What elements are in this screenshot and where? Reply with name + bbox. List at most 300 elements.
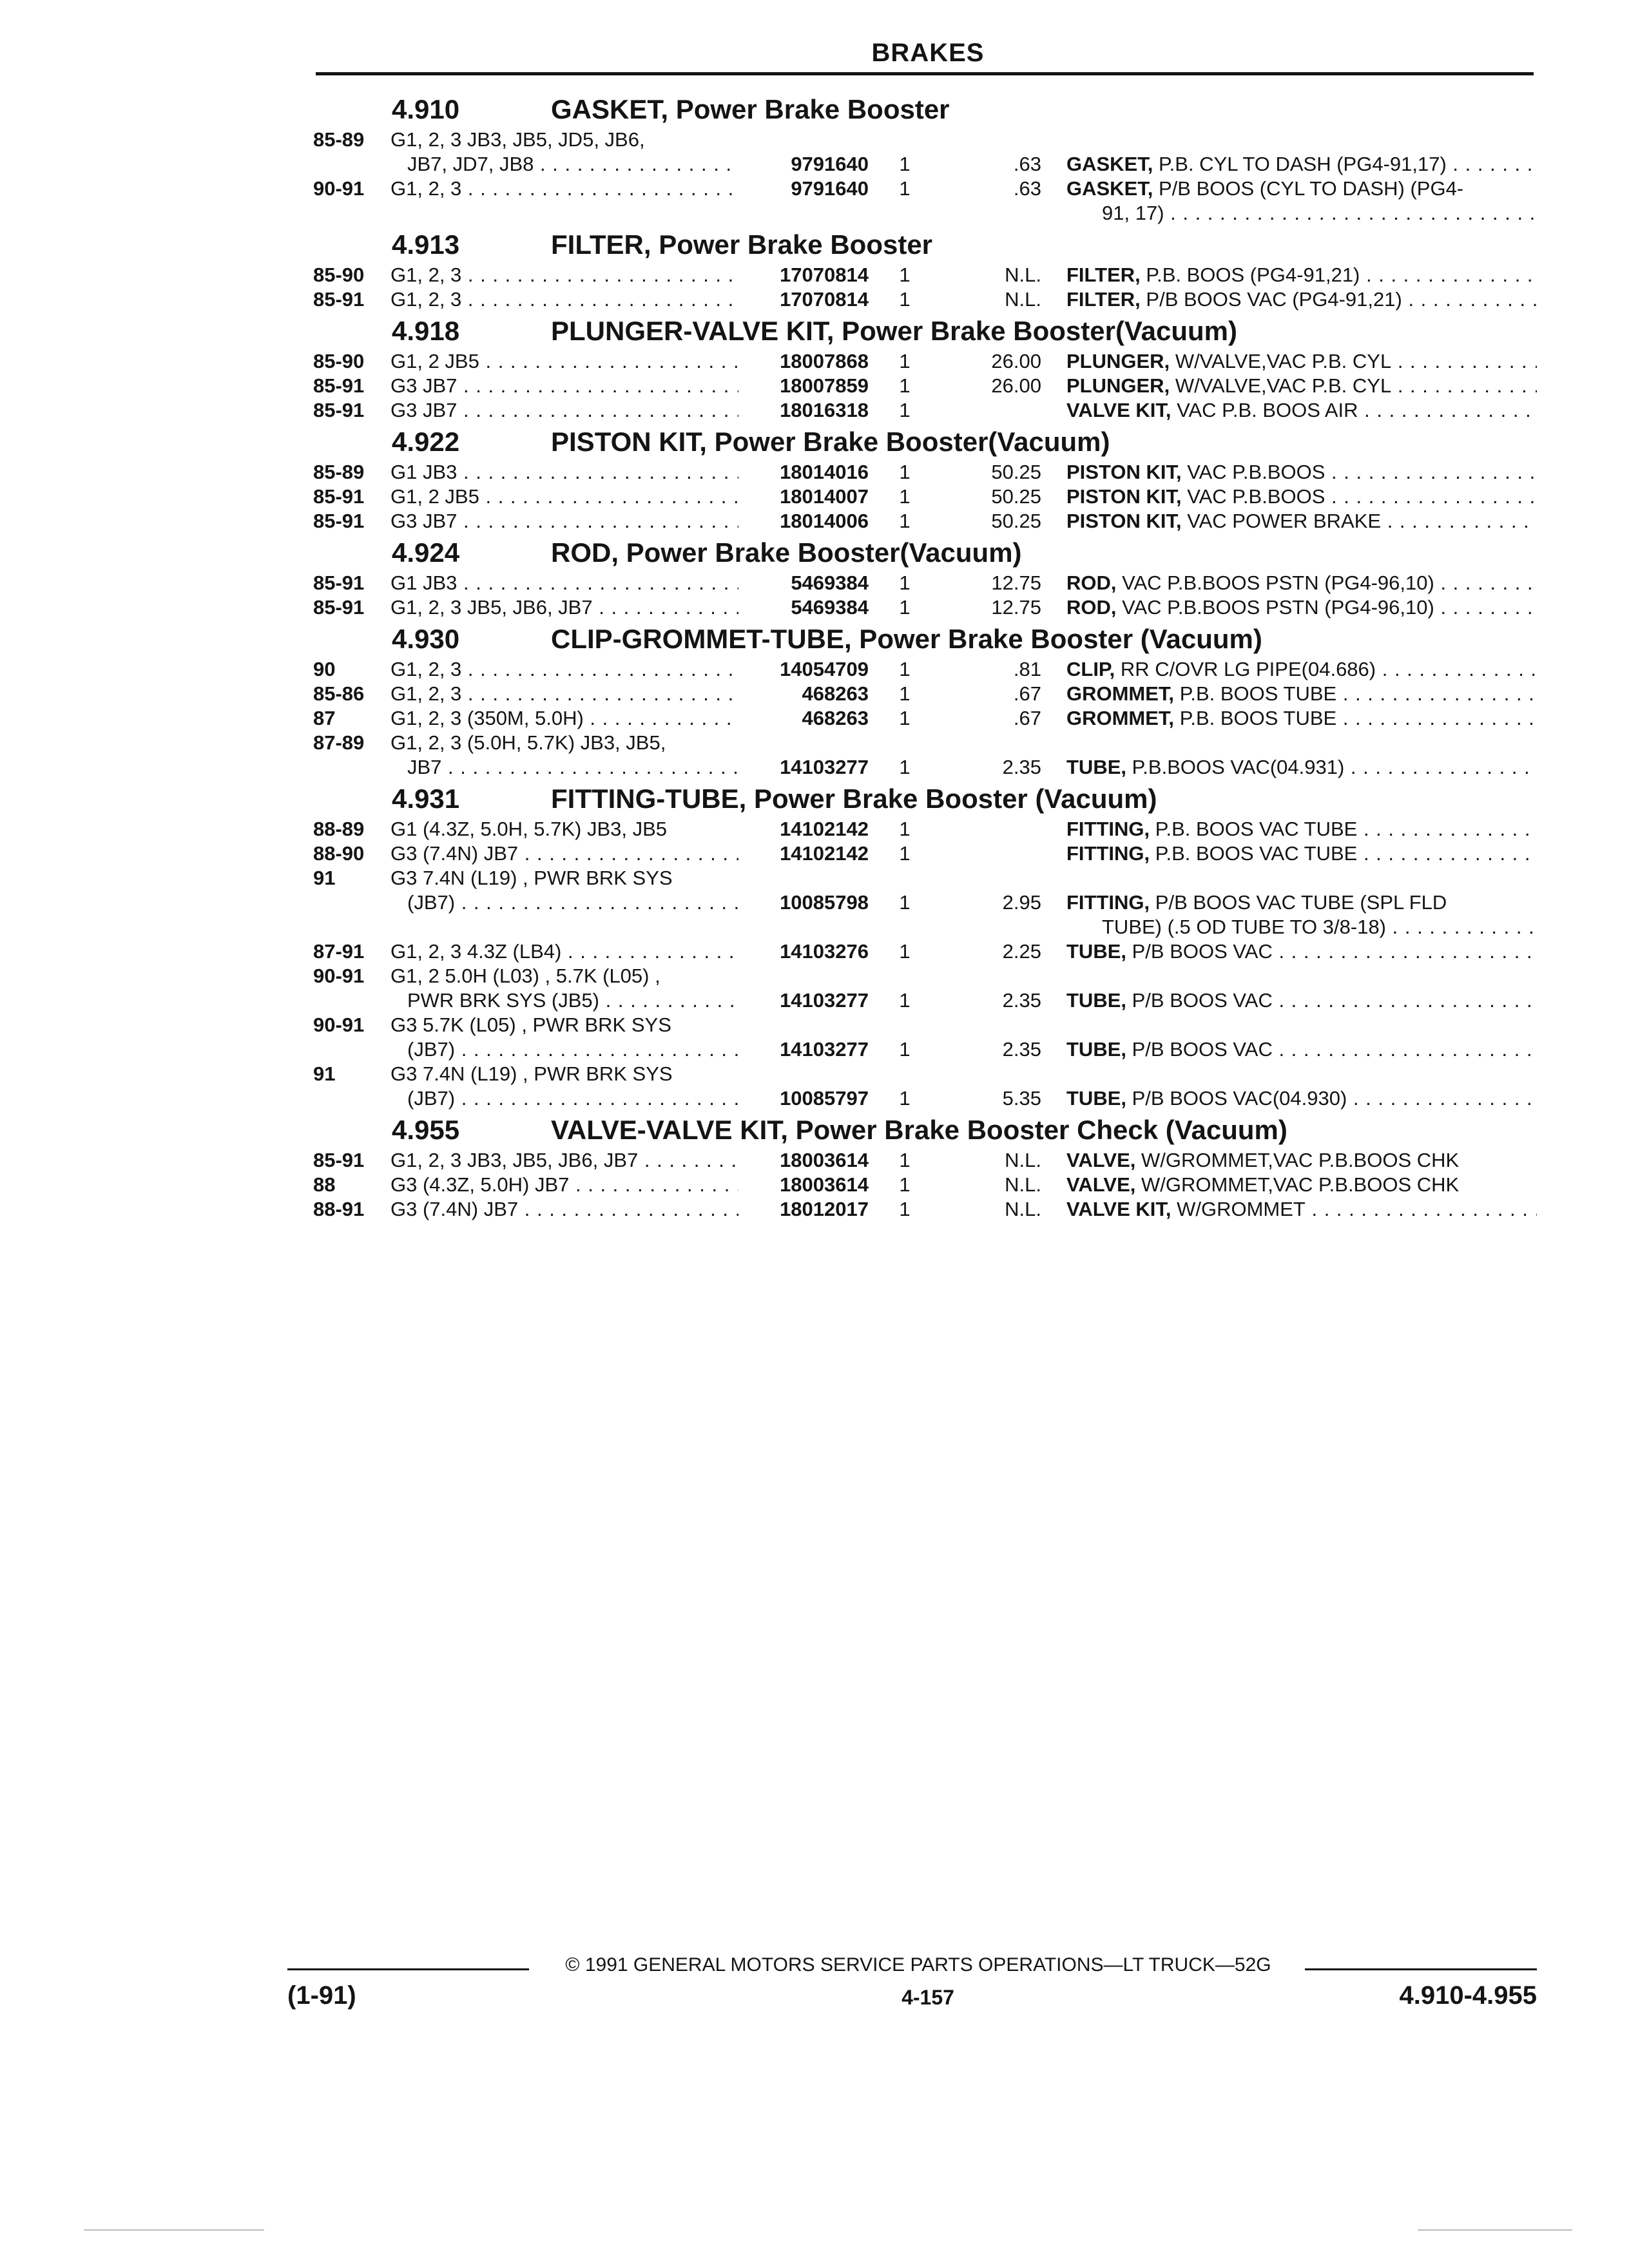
price: .67 [1013,707,1041,729]
description [1066,1197,1537,1222]
description-keyword: VALVE, [1066,1173,1136,1196]
section-number: 4.922 [392,427,460,457]
quantity: 1 [899,572,911,594]
description [1066,595,1537,620]
description-keyword: FITTING, [1066,818,1150,840]
section-number: 4.955 [392,1115,460,1145]
description-text: P/B BOOS VAC TUBE (SPL FLD [1155,891,1447,914]
description-keyword: FITTING, [1066,891,1150,914]
part-row [0,287,1629,312]
description-keyword: PLUNGER, [1066,374,1170,397]
quantity: 1 [899,756,911,778]
model-years: 87-91 [313,940,365,963]
price: 50.25 [991,461,1041,483]
quantity: 1 [899,891,911,914]
part-number: 14054709 [780,658,869,680]
part-number: 18014016 [780,461,869,483]
part-row [0,1173,1629,1197]
price: 50.25 [991,485,1041,508]
model-text: G1, 2, 3 . . . [390,264,738,286]
model-years: 87-89 [313,731,365,754]
model-application [390,1197,738,1222]
quantity: 1 [899,1038,911,1061]
model-application [390,731,738,755]
model-application [390,1148,738,1173]
model-text: G1, 2 JB5 . . . [390,350,738,372]
part-row [0,817,1629,841]
model-text: G3 JB7 . . . [390,510,738,532]
description-text: VAC P.B.BOOS PSTN (PG4-96,10) . . . [1122,572,1537,594]
model-application [390,177,738,201]
model-years: 85-90 [313,264,365,286]
model-application [390,460,738,485]
price: 26.00 [991,374,1041,397]
model-application [407,755,738,780]
description-text: RR C/OVR LG PIPE(04.686) . . . [1121,658,1537,680]
section-number: 4.913 [392,229,460,260]
description [1066,398,1537,423]
model-years: 87 [313,707,336,729]
description-text: VAC P.B.BOOS PSTN (PG4-96,10) . . . [1122,596,1537,619]
model-application [390,571,738,595]
price: 50.25 [991,510,1041,532]
page-title: BRAKES [871,39,985,67]
section-header [0,90,1629,128]
description-keyword: GROMMET, [1066,682,1175,705]
quantity: 1 [899,682,911,705]
model-years: 90-91 [313,965,365,987]
model-text: G1, 2, 3 (5.0H, 5.7K) JB3, JB5, [390,731,666,754]
description [1066,1086,1537,1111]
model-text: G1, 2, 3 . . . [390,682,738,705]
quantity: 1 [899,288,911,311]
model-text: G1, 2, 3 . . . [390,177,738,200]
price: 12.75 [991,572,1041,594]
description-keyword: ROD, [1066,596,1117,619]
part-number: 17070814 [780,288,869,311]
section-header [0,780,1629,817]
section-title: GASKET, Power Brake Booster [551,94,950,124]
quantity: 1 [899,177,911,200]
part-row [0,755,1629,780]
model-years: 88-91 [313,1198,365,1220]
model-years: 91 [313,867,336,889]
section-block [0,226,1629,312]
description [1066,1148,1537,1173]
description-keyword: VALVE KIT, [1066,1198,1171,1220]
section-header [0,312,1629,349]
part-number: 18007859 [780,374,869,397]
price: N.L. [1005,1173,1041,1196]
model-application [407,890,738,915]
section-header [0,620,1629,657]
model-text: G3 (4.3Z, 5.0H) JB7 . . . [390,1173,738,1196]
description-keyword: TUBE, [1066,940,1126,963]
model-application [390,657,738,682]
price: N.L. [1005,288,1041,311]
section-title: PLUNGER-VALVE KIT, Power Brake Booster(Vacuum) [551,316,1237,346]
description-keyword: TUBE, [1066,989,1126,1012]
footer-copyright [532,1952,1305,1978]
model-text: G1, 2, 3 JB5, JB6, JB7 . . . [390,596,738,619]
description-keyword: PISTON KIT, [1066,485,1182,508]
model-years: 85-91 [313,399,365,421]
description-text: P/B BOOS VAC . . . [1132,989,1537,1012]
description [1066,571,1537,595]
model-text: G3 7.4N (L19) , PWR BRK SYS [390,867,673,889]
model-text: G1, 2 5.0H (L03) , 5.7K (L05) , [390,965,660,987]
part-row [0,988,1629,1013]
description [1066,509,1537,533]
quantity: 1 [899,707,911,729]
model-application [390,287,738,312]
section-title: FILTER, Power Brake Booster [551,229,933,260]
section-block [0,780,1629,1111]
part-number: 14103276 [780,940,869,963]
price: 2.25 [1002,940,1041,963]
quantity: 1 [899,989,911,1012]
model-text: G3 (7.4N) JB7 . . . [390,1198,738,1220]
model-years: 88 [313,1173,336,1196]
model-text: G3 JB7 . . . [390,374,738,397]
section-block [0,423,1629,533]
model-application [390,263,738,287]
part-row [0,263,1629,287]
description-text: P/B BOOS VAC(04.930) . . . [1132,1087,1537,1110]
quantity: 1 [899,842,911,865]
section-header [0,1111,1629,1148]
footer-section-range: 4.910-4.955 [1399,1981,1537,2010]
price: 2.95 [1002,891,1041,914]
model-years: 85-90 [313,350,365,372]
description [1066,939,1537,964]
part-row [0,964,1629,988]
description [1066,682,1537,706]
model-application [390,398,738,423]
description-text: VAC P.B. BOOS AIR . . . [1177,399,1537,421]
description-text: P.B. CYL TO DASH (PG4-91,17) . . . [1159,153,1537,175]
part-number: 14103277 [780,1038,869,1061]
price: 2.35 [1002,756,1041,778]
description-keyword: TUBE, [1066,756,1126,778]
part-row [0,1086,1629,1111]
model-application [407,988,738,1013]
quantity: 1 [899,485,911,508]
description [1066,988,1537,1013]
section-title: CLIP-GROMMET-TUBE, Power Brake Booster (Vacuum) [551,624,1262,654]
part-row [0,460,1629,485]
section-block [0,90,1629,226]
price: 2.35 [1002,1038,1041,1061]
model-application [390,1013,738,1037]
description-text: TUBE) (.5 OD TUBE TO 3/8-18) . . . [1102,916,1537,938]
price: .63 [1013,177,1041,200]
footer-revision: (1-91) [287,1981,356,2010]
section-header [0,423,1629,460]
scan-artifact [1418,2229,1572,2231]
quantity: 1 [899,399,911,421]
model-text: G1, 2, 3 JB3, JB5, JB6, JB7 . . . [390,1149,738,1171]
part-row [0,1148,1629,1173]
section-number: 4.924 [392,537,460,568]
description [1066,263,1537,287]
model-application [390,349,738,374]
model-text: G1, 2, 3 4.3Z (LB4) . . . [390,940,738,963]
section-number: 4.931 [392,783,460,814]
quantity: 1 [899,1149,911,1171]
description-text: P/B BOOS VAC (PG4-91,21) . . . [1146,288,1537,311]
model-text: G3 (7.4N) JB7 . . . [390,842,738,865]
description-keyword: PISTON KIT, [1066,461,1182,483]
part-row [0,128,1629,152]
section-title: ROD, Power Brake Booster(Vacuum) [551,537,1022,568]
parts-list [0,90,1629,1222]
part-number: 18003614 [780,1173,869,1196]
description-text: 91, 17) . . . [1102,202,1537,224]
description [1066,890,1537,915]
description-text: VAC P.B.BOOS . . . [1187,461,1537,483]
model-application [407,152,738,177]
description-text: P.B. BOOS VAC TUBE . . . [1155,818,1537,840]
model-years: 85-86 [313,682,365,705]
description-keyword: VALVE, [1066,1149,1136,1171]
price: .63 [1013,153,1041,175]
quantity: 1 [899,461,911,483]
description-keyword: GROMMET, [1066,707,1175,729]
section-block [0,533,1629,620]
model-application [390,817,738,841]
model-application [390,595,738,620]
section-header [0,226,1629,263]
price: .67 [1013,682,1041,705]
part-row [0,866,1629,890]
model-years: 85-91 [313,485,365,508]
description-keyword: FILTER, [1066,288,1141,311]
part-number: 18012017 [780,1198,869,1220]
description-text: P.B. BOOS TUBE . . . [1180,707,1537,729]
section-number: 4.930 [392,624,460,654]
description-keyword: TUBE, [1066,1087,1126,1110]
description-keyword: FITTING, [1066,842,1150,865]
description-text: W/GROMMET,VAC P.B.BOOS CHK [1141,1149,1460,1171]
description [1066,706,1537,731]
description-keyword: VALVE KIT, [1066,399,1171,421]
model-text: G1, 2 JB5 . . . [390,485,738,508]
section-header [0,533,1629,571]
description-text: P.B. BOOS (PG4-91,21) . . . [1146,264,1537,286]
description [1066,817,1537,841]
part-number: 14102142 [780,842,869,865]
model-years: 85-89 [313,461,365,483]
model-text: G1, 2, 3 (350M, 5.0H) . . . [390,707,738,729]
part-row [0,706,1629,731]
quantity: 1 [899,596,911,619]
description-keyword: ROD, [1066,572,1117,594]
footer-rule-left [287,1968,529,1970]
part-number: 14103277 [780,989,869,1012]
price: N.L. [1005,264,1041,286]
model-text: G1 JB3 . . . [390,572,738,594]
part-number: 17070814 [780,264,869,286]
model-application [407,1086,738,1111]
price: N.L. [1005,1149,1041,1171]
quantity: 1 [899,350,911,372]
description-text: P.B. BOOS VAC TUBE . . . [1155,842,1537,865]
description [1066,755,1537,780]
description-text: P.B. BOOS TUBE . . . [1180,682,1537,705]
description-text: P/B BOOS VAC . . . [1132,940,1537,963]
header-rule [316,72,1534,75]
description-text: W/GROMMET . . . [1177,1198,1537,1220]
quantity: 1 [899,264,911,286]
section-block [0,620,1629,780]
copyright-symbol: © [565,1954,580,1975]
model-years: 85-91 [313,1149,365,1171]
quantity: 1 [899,818,911,840]
part-number: 5469384 [791,572,869,594]
part-row [0,1197,1629,1222]
part-row [0,841,1629,866]
section-title: VALVE-VALVE KIT, Power Brake Booster Check (Vacuum) [551,1115,1287,1145]
scan-artifact [84,2229,264,2231]
part-row [0,682,1629,706]
model-years: 90-91 [313,1014,365,1036]
model-years: 90-91 [313,177,365,200]
description [1066,657,1537,682]
model-application [390,939,738,964]
quantity: 1 [899,510,911,532]
description [1066,287,1537,312]
model-years: 85-91 [313,572,365,594]
part-row [0,939,1629,964]
model-application [390,1062,738,1086]
model-application [390,1173,738,1197]
price: .81 [1013,658,1041,680]
part-row [0,915,1629,939]
part-number: 18007868 [780,350,869,372]
model-years: 85-91 [313,510,365,532]
quantity: 1 [899,1087,911,1110]
part-row [0,509,1629,533]
part-row [0,201,1629,226]
model-years: 88-90 [313,842,365,865]
part-row [0,890,1629,915]
part-row [0,1037,1629,1062]
model-text: G3 7.4N (L19) , PWR BRK SYS [390,1062,673,1085]
description [1066,841,1537,866]
model-years: 85-91 [313,288,365,311]
part-row [0,657,1629,682]
description [1066,374,1537,398]
model-text: G1, 2, 3 . . . [390,658,738,680]
description-text: P/B BOOS (CYL TO DASH) (PG4- [1158,177,1464,200]
model-text: G1 (4.3Z, 5.0H, 5.7K) JB3, JB5 [390,818,668,840]
model-application [390,485,738,509]
model-text: G1 JB3 . . . [390,461,738,483]
model-text: (JB7) . . . [407,891,738,914]
quantity: 1 [899,940,911,963]
model-text: G1, 2, 3 . . . [390,288,738,311]
part-number: 9791640 [791,153,869,175]
footer-rule-right [1305,1968,1537,1970]
description-keyword: PISTON KIT, [1066,510,1182,532]
description-text: W/VALVE,VAC P.B. CYL . . . [1175,374,1537,397]
model-text: JB7, JD7, JB8 . . . [407,153,738,175]
model-application [390,706,738,731]
part-number: 18003614 [780,1149,869,1171]
part-row [0,571,1629,595]
model-application [390,509,738,533]
description [1102,201,1537,226]
part-number: 5469384 [791,596,869,619]
model-text: G1, 2, 3 JB3, JB5, JD5, JB6, [390,128,645,151]
model-years: 85-91 [313,596,365,619]
part-row [0,374,1629,398]
description-keyword: GASKET, [1066,177,1153,200]
price: 26.00 [991,350,1041,372]
price: N.L. [1005,1198,1041,1220]
model-years: 85-89 [313,128,365,151]
description [1066,1173,1537,1197]
section-title: FITTING-TUBE, Power Brake Booster (Vacuum) [551,783,1157,814]
copyright-text: 1991 GENERAL MOTORS SERVICE PARTS OPERATIONS—LT TRUCK—52G [584,1954,1271,1975]
quantity: 1 [899,153,911,175]
model-application [390,866,738,890]
section-number: 4.910 [392,94,460,124]
description [1066,152,1537,177]
part-row [0,731,1629,755]
part-number: 18016318 [780,399,869,421]
model-text: JB7 . . . [407,756,738,778]
model-text: (JB7) . . . [407,1038,738,1061]
part-row [0,152,1629,177]
part-number: 14103277 [780,756,869,778]
footer-page-number: 4-157 [901,1986,954,2009]
description-text: VAC P.B.BOOS . . . [1187,485,1537,508]
model-years: 88-89 [313,818,365,840]
model-text: G3 5.7K (L05) , PWR BRK SYS [390,1014,671,1036]
description [1102,915,1537,939]
part-number: 10085797 [780,1087,869,1110]
description-keyword: GASKET, [1066,153,1153,175]
part-row [0,595,1629,620]
quantity: 1 [899,1173,911,1196]
part-row [0,1062,1629,1086]
description [1066,177,1537,201]
description-text: P/B BOOS VAC . . . [1132,1038,1537,1061]
section-block [0,312,1629,423]
part-number: 468263 [802,682,869,705]
price: 2.35 [1002,989,1041,1012]
description-text: P.B.BOOS VAC(04.931) . . . [1132,756,1537,778]
description-text: VAC POWER BRAKE . . . [1187,510,1537,532]
part-number: 468263 [802,707,869,729]
description-keyword: CLIP, [1066,658,1115,680]
model-text: G3 JB7 . . . [390,399,738,421]
model-years: 91 [313,1062,336,1085]
quantity: 1 [899,658,911,680]
description [1066,1037,1537,1062]
section-block [0,1111,1629,1222]
model-application [390,374,738,398]
model-text: PWR BRK SYS (JB5) . . . [407,989,738,1012]
model-application [390,682,738,706]
model-years: 85-91 [313,374,365,397]
part-number: 9791640 [791,177,869,200]
model-application [390,964,738,988]
description [1066,349,1537,374]
price: 12.75 [991,596,1041,619]
